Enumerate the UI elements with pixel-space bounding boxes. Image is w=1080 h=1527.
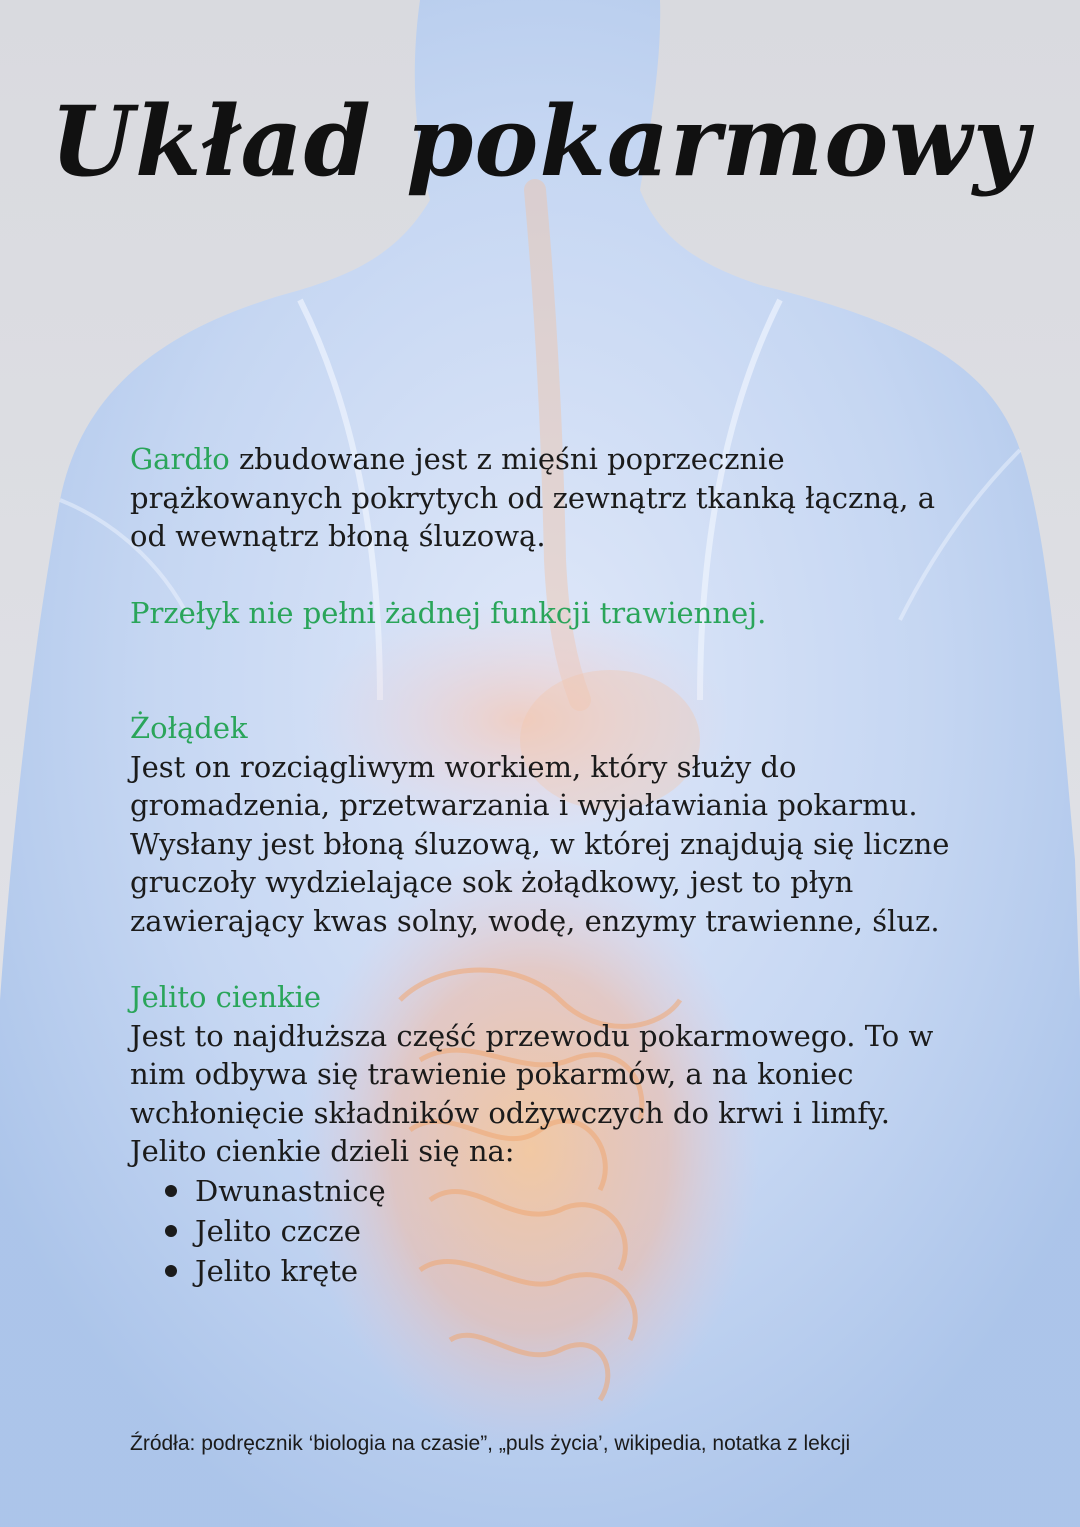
gardlo-paragraph: [130, 440, 960, 556]
list-item: Jelito kręte: [195, 1251, 960, 1291]
jelito-text: Jest to najdłuższa część przewodu pokarmowego. To w nim odbywa się trawienie pokarmów, a na koniec wchłonięcie składników odżywczych do krwi i limfy. Jelito cienkie dzieli się na:: [130, 1018, 934, 1168]
przelyk-paragraph: Przełyk nie pełni żadnej funkcji trawiennej.: [130, 595, 767, 630]
zoladek-heading: Żołądek: [130, 711, 248, 745]
zoladek-text: Jest on rozciągliwym workiem, który służy do gromadzenia, przetwarzania i wyjaławiania pokarmu. Wysłany jest błoną śluzową, w której znajdują się liczne gruczoły wydzielające sok żołądkowy, jest to płyn zawierający kwas solny, wodę, enzymy trawienne, śluz.: [130, 749, 950, 938]
sources-footer: Źródła: podręcznik ‘biologia na czasie”, „puls życia’, wikipedia, notatka z lekcji: [130, 1432, 851, 1455]
bullet-icon: [165, 1265, 177, 1277]
list-item: Dwunastnicę: [195, 1171, 960, 1211]
bullet-icon: [165, 1225, 177, 1237]
jelito-parts-list: [130, 1171, 960, 1291]
gardlo-term: Gardło: [130, 442, 230, 476]
list-item: Jelito czcze: [195, 1211, 960, 1251]
content-body: [130, 440, 960, 1291]
bullet-icon: [165, 1185, 177, 1197]
gardlo-text: zbudowane jest z mięśni poprzecznie prążkowanych pokrytych od zewnątrz tkanką łączną, a od wewnątrz błoną śluzową.: [130, 442, 936, 553]
page-title: Układ pokarmowy: [50, 85, 1030, 198]
jelito-heading: Jelito cienkie: [130, 980, 322, 1014]
